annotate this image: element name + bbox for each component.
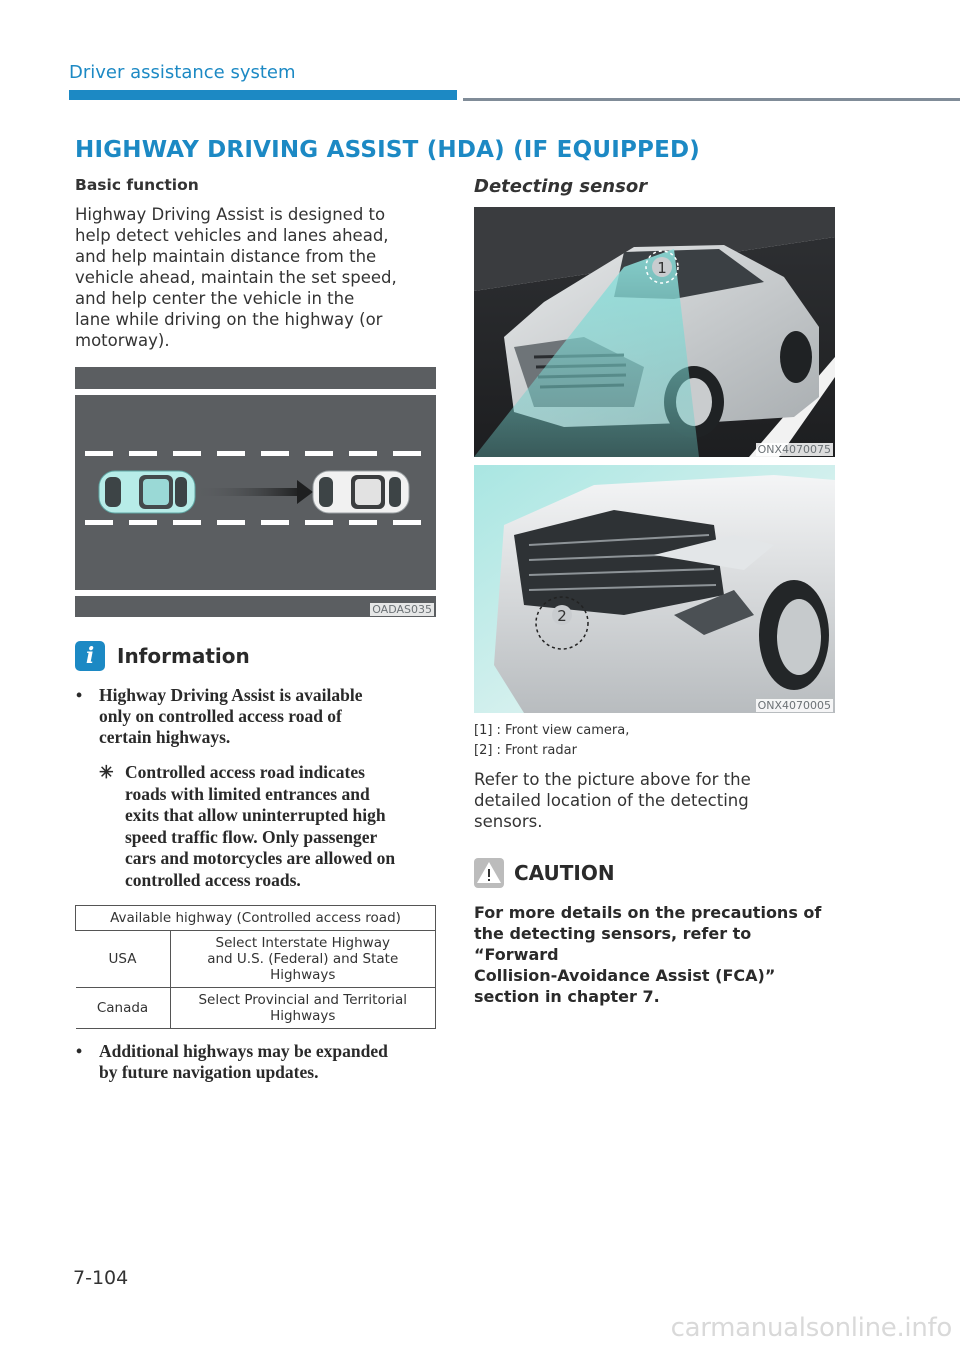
hda-road-illustration bbox=[75, 367, 436, 617]
caution-title: CAUTION bbox=[514, 861, 615, 885]
caption-radar: [2] : Front radar bbox=[474, 743, 577, 758]
header-accent-bar bbox=[69, 90, 457, 100]
caution-text: For more details on the precautions of the detecting sensors, refer to “Forward Collision-Avoidance Assist (FCA)” section in chapter 7. bbox=[474, 903, 822, 1006]
right-column bbox=[474, 176, 836, 1007]
figure-code: ONX4070075 bbox=[757, 443, 831, 456]
basic-function-heading: Basic function bbox=[75, 176, 199, 194]
figure-code: OADAS035 bbox=[372, 603, 432, 616]
caution-heading bbox=[474, 858, 836, 888]
table-cell-country: Canada bbox=[76, 988, 171, 1029]
left-column bbox=[75, 176, 436, 1083]
info-icon: i bbox=[75, 641, 105, 671]
table-cell-description: Select Provincial and Territorial Highways bbox=[170, 988, 436, 1029]
marker-1: 1 bbox=[657, 259, 667, 277]
table-cell-country: USA bbox=[76, 931, 171, 988]
detecting-sensor-text: Refer to the picture above for the detailed location of the detecting sensors. bbox=[474, 770, 751, 831]
warning-icon bbox=[474, 858, 504, 888]
front-camera-figure bbox=[474, 207, 835, 457]
basic-function-text: Highway Driving Assist is designed to help detect vehicles and lanes ahead, and help maintain distance from the vehicle ahead, maintain the set speed, and help center the vehicle in the lane while driving on the highway (or motorway). bbox=[75, 205, 397, 350]
available-highway-table bbox=[75, 905, 436, 1029]
table-header: Available highway (Controlled access road) bbox=[76, 906, 436, 931]
watermark: carmanualsonline.info bbox=[670, 1313, 952, 1343]
marker-2: 2 bbox=[557, 607, 567, 625]
information-list bbox=[75, 685, 436, 748]
page-number: 7-104 bbox=[73, 1267, 129, 1289]
table-cell-description: Select Interstate Highway and U.S. (Federal) and State Highways bbox=[170, 931, 436, 988]
road-diagram bbox=[75, 367, 436, 617]
running-header: Driver assistance system bbox=[69, 62, 296, 83]
asterisk-icon: ✳ bbox=[99, 762, 114, 782]
section-title: HIGHWAY DRIVING ASSIST (HDA) (IF EQUIPPED) bbox=[75, 137, 700, 163]
table-row bbox=[76, 931, 436, 988]
lead-vehicle-shape bbox=[313, 471, 409, 513]
controlled-access-note: ✳ Controlled access road indicates roads with limited entrances and exits that allow uninterrupted high speed traffic flow. Only passenger cars and motorcycles are allowed on controlled access roads. bbox=[99, 762, 396, 890]
table-row bbox=[76, 988, 436, 1029]
figure-code: ONX4070005 bbox=[757, 699, 831, 712]
figure-captions bbox=[474, 721, 836, 761]
front-radar-figure bbox=[474, 465, 835, 713]
list-item: • Highway Driving Assist is available only on controlled access road of certain highways. bbox=[75, 685, 436, 748]
information-title: Information bbox=[117, 644, 250, 668]
detecting-sensor-heading: Detecting sensor bbox=[474, 176, 648, 197]
information-list-2 bbox=[75, 1041, 436, 1083]
radar-illustration bbox=[474, 465, 835, 713]
list-item: • Additional highways may be expanded by future navigation updates. bbox=[75, 1041, 436, 1083]
camera-illustration bbox=[474, 207, 835, 457]
own-vehicle-shape bbox=[99, 471, 195, 513]
header-rule bbox=[463, 98, 960, 101]
information-heading bbox=[75, 641, 436, 671]
caption-camera: [1] : Front view camera, bbox=[474, 723, 630, 738]
